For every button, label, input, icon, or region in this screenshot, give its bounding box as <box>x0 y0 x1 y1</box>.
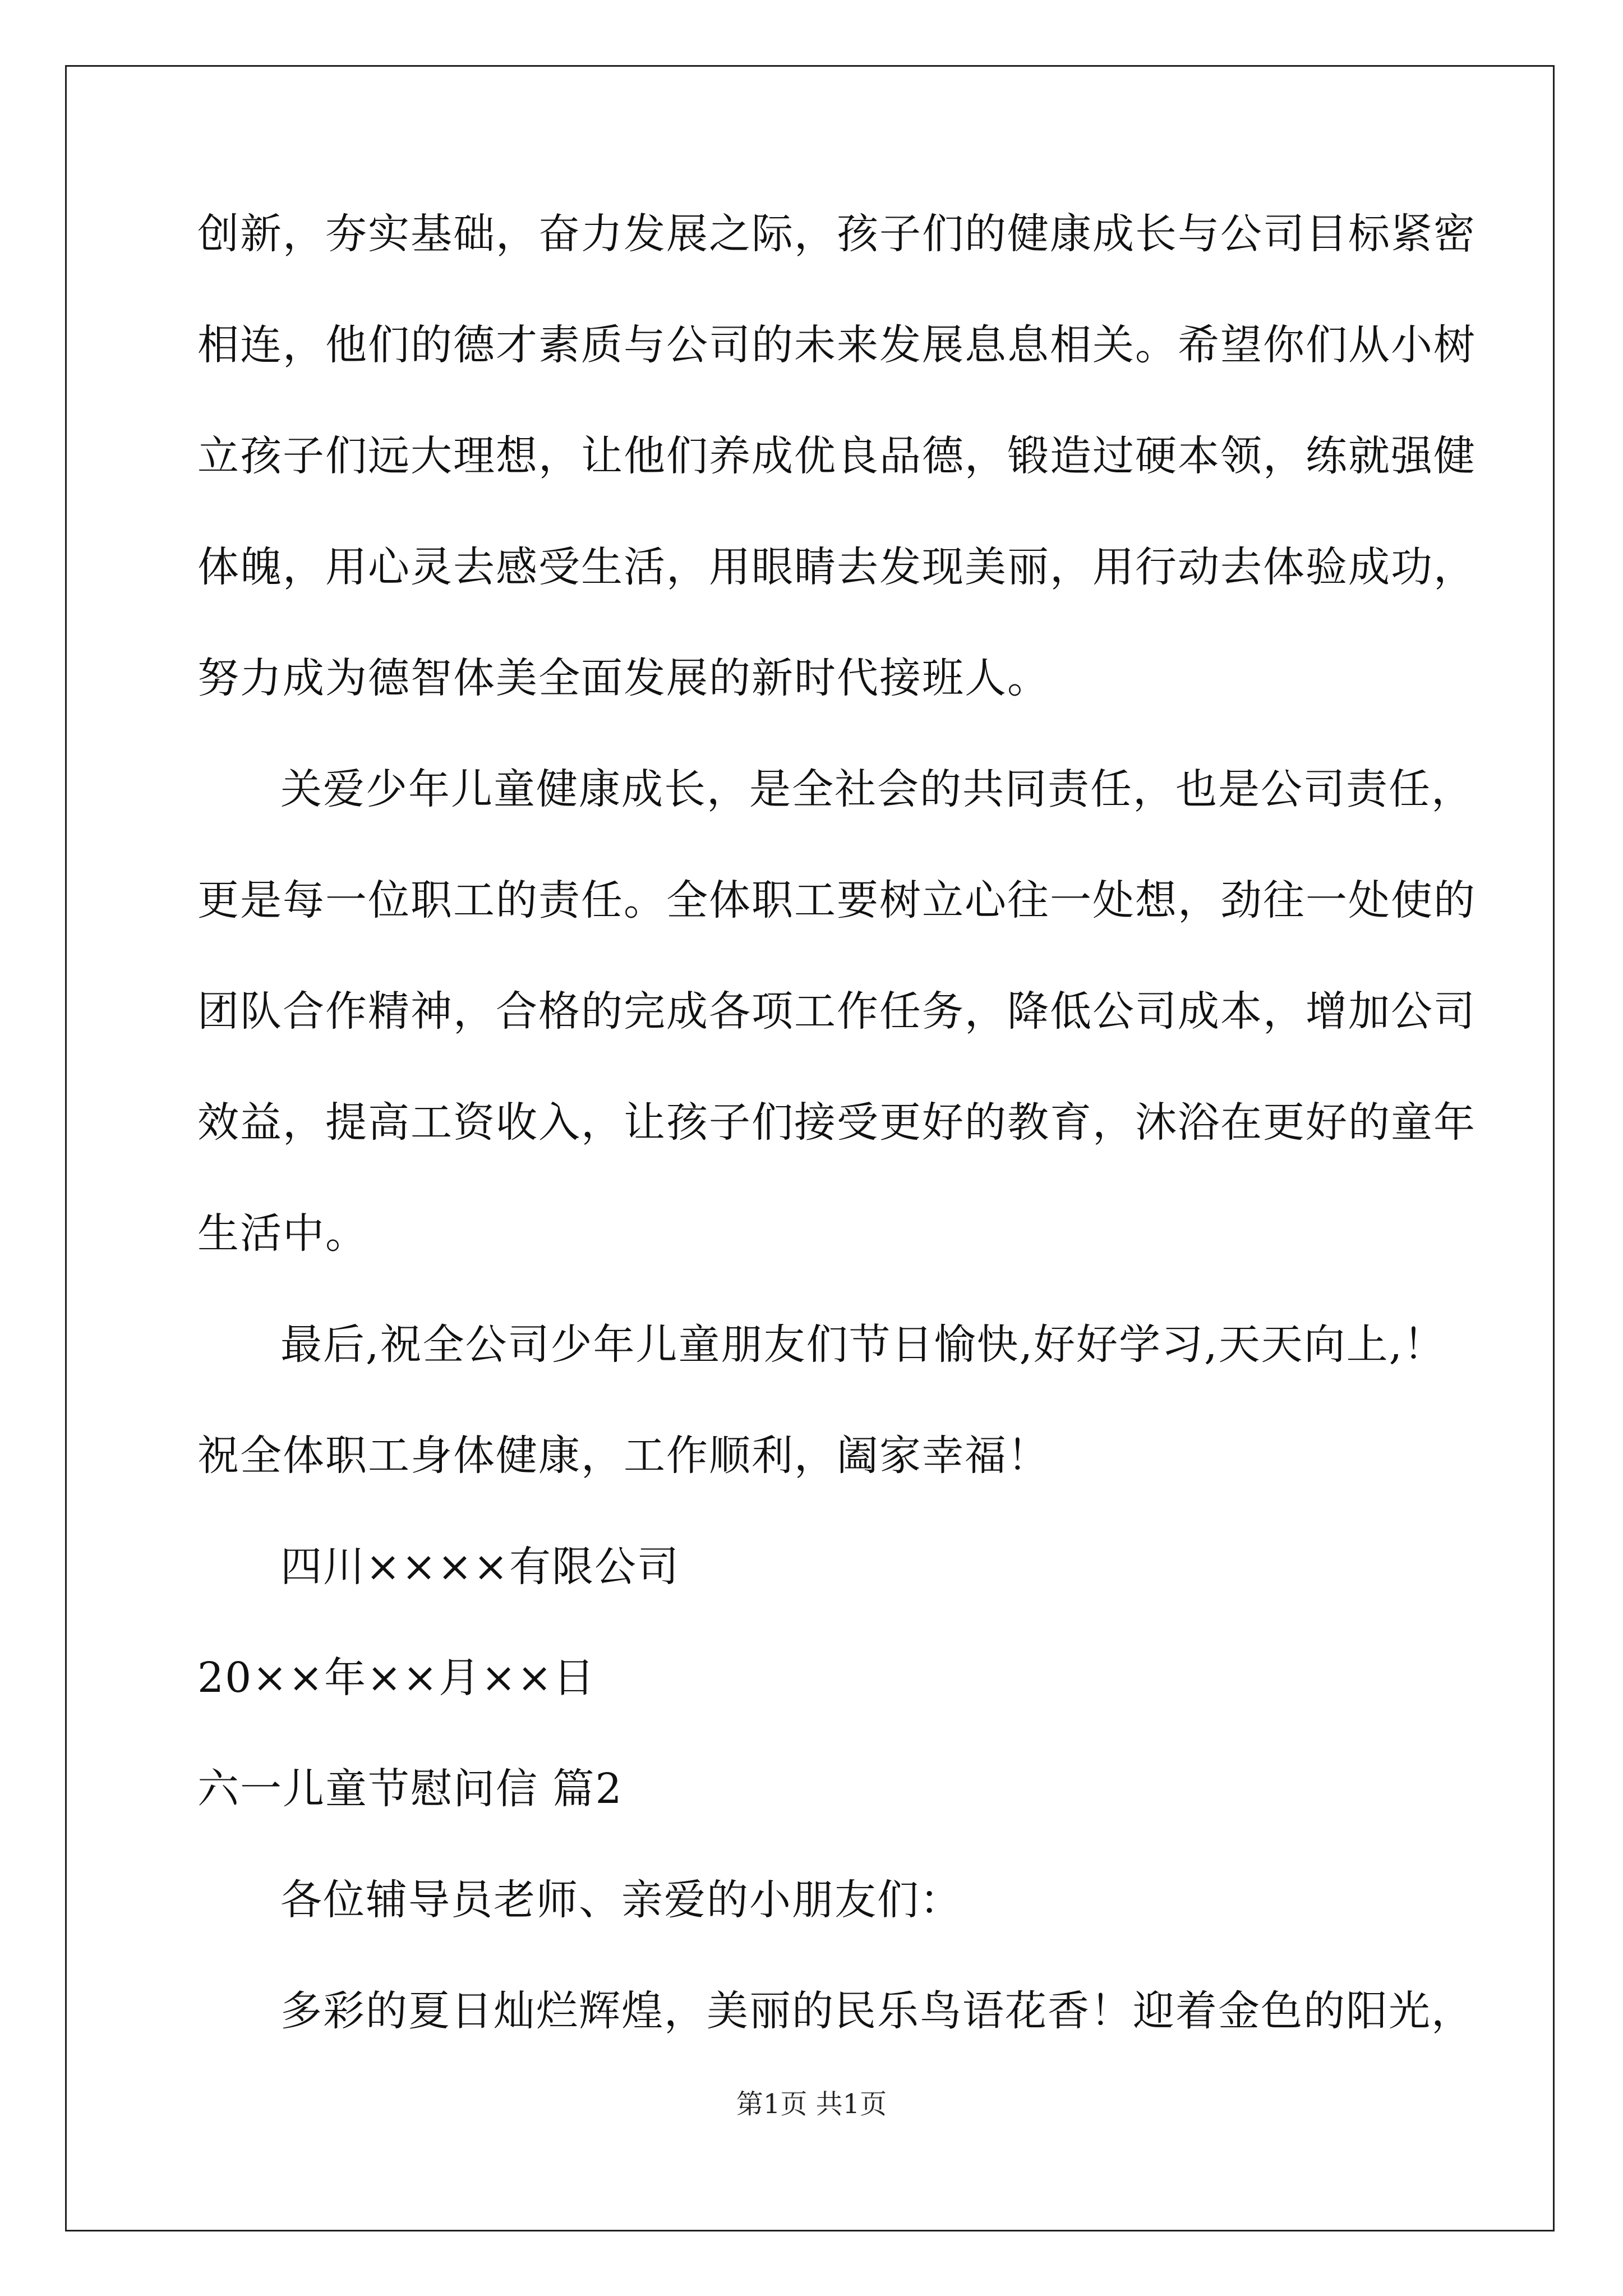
paragraph-line: 关爱少年儿童健康成长，是全社会的共同责任，也是公司责任， <box>280 765 1474 813</box>
paragraph-line: 最后,祝全公司少年儿童朋友们节日愉快,好好学习,天天向上,！ <box>280 1320 1446 1369</box>
signature-company: 四川××××有限公司 <box>280 1543 680 1591</box>
paragraph-line: 祝全体职工身体健康，工作顺利，阖家幸福！ <box>197 1432 1050 1480</box>
document-body <box>197 210 1476 2101</box>
paragraph-line: 更是每一位职工的责任。全体职工要树立心往一处想，劲往一处使的 <box>197 876 1476 924</box>
signature-date: 20××年××月××日 <box>197 1654 596 1702</box>
section-heading: 六一儿童节慰问信 篇2 <box>197 1765 623 1813</box>
paragraph-line: 努力成为德智体美全面发展的新时代接班人。 <box>197 654 1050 702</box>
paragraph-line: 效益，提高工资收入，让孩子们接受更好的教育，沐浴在更好的童年 <box>197 1098 1476 1147</box>
salutation: 各位辅导员老师、亲爱的小朋友们： <box>280 1876 962 1924</box>
paragraph-line: 创新，夯实基础，奋力发展之际，孩子们的健康成长与公司目标紧密 <box>197 210 1476 258</box>
paragraph-line: 团队合作精神，合格的完成各项工作任务，降低公司成本，增加公司 <box>197 987 1476 1036</box>
paragraph-line: 多彩的夏日灿烂辉煌，美丽的民乐鸟语花香！迎着金色的阳光， <box>280 1987 1474 2035</box>
page-footer: 第1页 共1页 <box>736 2088 887 2120</box>
paragraph-line: 体魄，用心灵去感受生活，用眼睛去发现美丽，用行动去体验成功， <box>197 543 1476 591</box>
paragraph-line: 立孩子们远大理想，让他们养成优良品德，锻造过硬本领，练就强健 <box>197 432 1476 480</box>
paragraph-line: 生活中。 <box>197 1209 368 1258</box>
paragraph-line: 相连，他们的德才素质与公司的未来发展息息相关。希望你们从小树 <box>197 321 1476 369</box>
